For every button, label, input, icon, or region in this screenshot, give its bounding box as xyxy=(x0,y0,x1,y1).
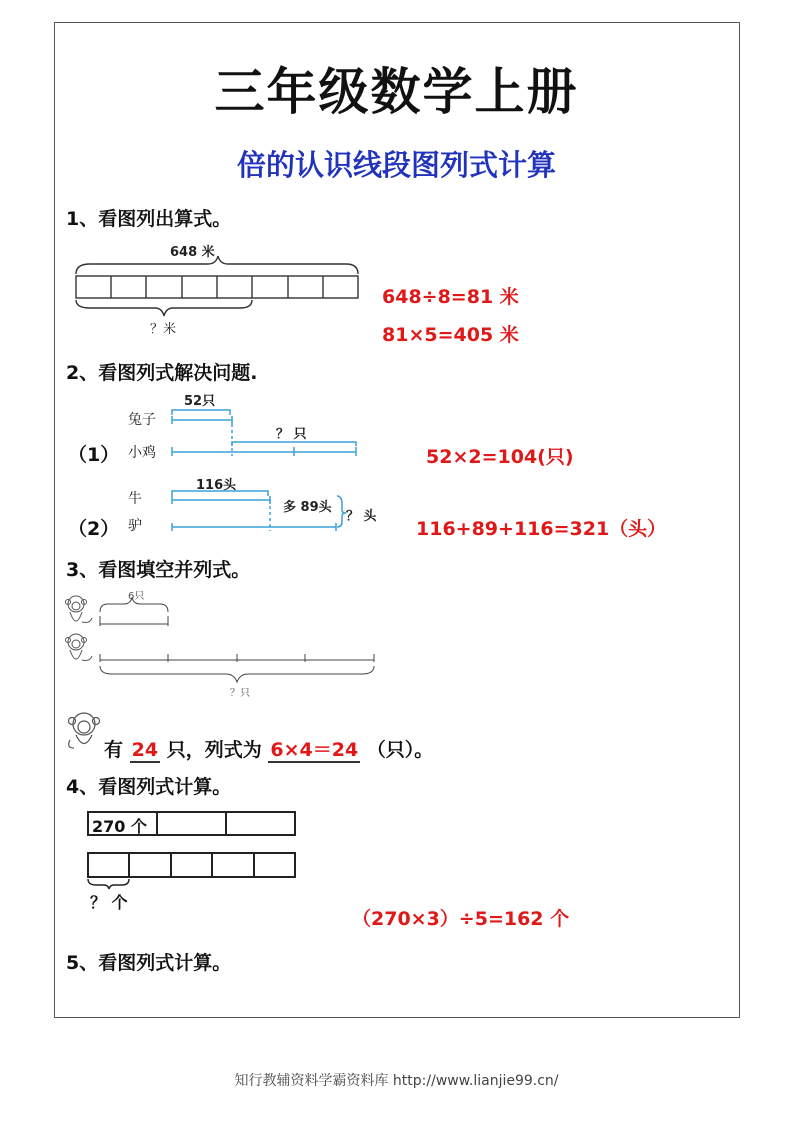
q2-p2-unknown: ？ 头 xyxy=(346,509,377,524)
q2-heading: 2、看图列式解决问题. xyxy=(66,362,258,384)
q2-p2-row2-label: 驴 xyxy=(128,518,142,534)
q2-p2-top-label: 116头 xyxy=(196,478,237,493)
q4-bottom-bar xyxy=(88,853,295,877)
q2-p1-top-label: 52只 xyxy=(184,394,216,409)
q3-sentence-pre: 有 xyxy=(104,739,124,761)
q4-answer: （270×3）÷5=162 个 xyxy=(352,908,570,930)
monkey-icon xyxy=(66,596,93,623)
q4-bottom-brace xyxy=(88,879,129,889)
q2-p1-answer: 52×2=104(只) xyxy=(426,446,574,468)
q2-p1-diagram xyxy=(172,410,356,456)
q2-p2-top-brace xyxy=(172,491,268,496)
q2-p1-unknown-brace xyxy=(232,442,356,446)
q3-blank-count: 24 xyxy=(131,739,159,761)
q2-p2-row1-label: 牛 xyxy=(128,491,142,507)
q3-sentence-post: （只）。 xyxy=(366,739,434,761)
q2-p1-row1-label: 兔子 xyxy=(128,412,156,428)
q1-top-label: 648 米 xyxy=(170,245,215,260)
footer-text: 知行教辅资料学霸资料库 http://www.lianjie99.cn/ xyxy=(234,1073,559,1089)
q3-bottom-label: ？只 xyxy=(230,688,250,699)
q1-answer-1: 648÷8=81 米 xyxy=(382,286,519,308)
q3-bottom-brace xyxy=(100,666,374,682)
q4-top-bar xyxy=(88,812,295,835)
q4-heading: 4、看图列式计算。 xyxy=(66,776,232,798)
q5-heading: 5、看图列式计算。 xyxy=(66,952,232,974)
q4-box-label: 270 个 xyxy=(92,817,147,836)
q2-p2-more-label: 多 89头 xyxy=(283,500,332,515)
q2-p1-row2-label: 小鸡 xyxy=(128,445,156,461)
q2-p1-top-brace xyxy=(172,410,230,415)
q1-top-brace xyxy=(76,256,358,274)
q2-p2-number: （2） xyxy=(68,518,120,540)
monkey-icon xyxy=(69,713,100,748)
q2-p2-answer: 116+89+116=321（头） xyxy=(416,518,667,540)
q4-unknown: ？ 个 xyxy=(90,893,128,912)
q3-top-label: 6只 xyxy=(128,591,145,602)
q3-blank-expression: 6×4＝24 xyxy=(270,739,359,761)
q2-p1-number: （1） xyxy=(68,444,120,466)
monkey-icon xyxy=(66,634,93,661)
q1-answer-2: 81×5=405 米 xyxy=(382,324,519,346)
page-title: 三年级数学上册 xyxy=(214,63,579,121)
page-subtitle: 倍的认识线段图列式计算 xyxy=(236,148,556,182)
q1-diagram xyxy=(76,256,358,316)
q3-sentence-mid: 只，列式为 xyxy=(166,739,262,761)
q1-bottom-label: ？米 xyxy=(150,322,177,337)
q3-top-brace xyxy=(100,598,168,612)
q2-p2-diagram xyxy=(172,491,346,531)
q2-p1-unknown: ？ 只 xyxy=(276,427,307,442)
q2-p2-right-brace xyxy=(337,496,346,527)
q3-diagram xyxy=(100,598,374,682)
q4-diagram xyxy=(88,812,295,889)
q1-bottom-brace xyxy=(76,300,252,316)
q3-heading: 3、看图填空并列式。 xyxy=(66,559,251,581)
q1-heading: 1、看图列出算式。 xyxy=(66,208,232,230)
